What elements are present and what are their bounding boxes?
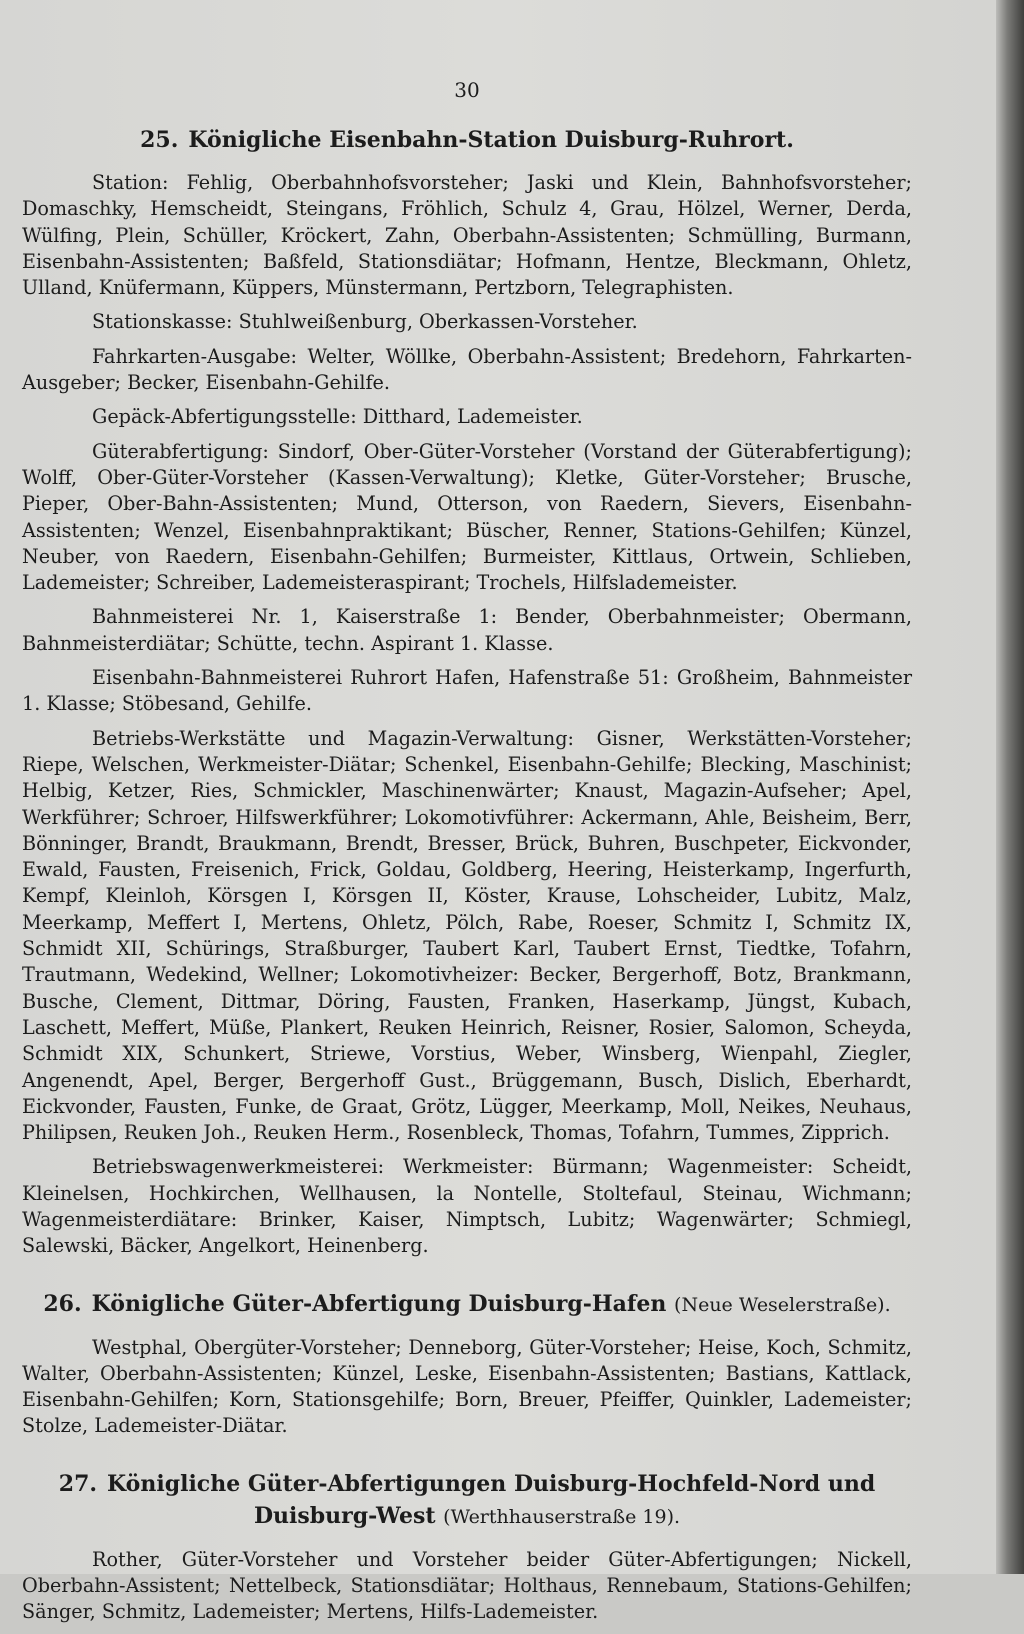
paragraph-hafen-bahnmeisterei: Eisenbahn-Bahnmeisterei Ruhrort Hafen, Hafenstraße 51: Großheim, Bahnmeister 1. Klasse; Stöbesand, Gehilfe. — [22, 666, 912, 716]
paragraph-betriebs-werkstaette: Betriebs-Werkstätte und Magazin-Verwaltung: Gisner, Werkstätten-Vorsteher; Riepe, Welschen, Werkmeister-Diätar; Schenkel, Eisenbahn-Gehilfe; Blecking, Maschinist; Helbig, Ketzer, Ries, Schmickler, Maschinenwärter; Knaust, Magazin-Aufseher; Apel, Werkführer; Schroer, Hilfswerkführer; Lokomotivführer: Ackermann, Ahle, Beisheim, Berr, Bönninger, Brandt, Braukmann, Brendt, Bresser, Brück, Buhren, Buschpeter, Eickvonder, Ewald, Fausten, Freisenich, Frick, Goldau, Goldberg, Heering, Heisterkamp, Ingerfurth, Kempf, Kleinloh, Körsgen I, Körsgen II, Köster, Krause, Lohscheider, Lubitz, Malz, Meerkamp, Meffert I, Mertens, Ohletz, Pölch, Rabe, Roeser, Schmitz I, Schmitz IX, Schmidt XII, Schürings, Straßburger, Taubert Karl, Taubert Ernst, Tiedtke, Tofahrn, Trautmann, Wedekind, Wellner; Lokomotivheizer: Becker, Bergerhoff, Botz, Brankmann, Busche, Clement, Dittmar, Döring, Fausten, Franken, Haserkamp, Jüngst, Kubach, Laschett, Meffert, Müße, Plankert, Reuken Heinrich, Reisner, Rosier, Salomon, Scheyda, Schmidt XIX, Schunkert, Striewe, Vorstius, Weber, Winsberg, Wienpahl, Ziegler, Angenendt, Apel, Berger, Bergerhoff Gust., Brüggemann, Busch, Dislich, Eberhardt, Eickvonder, Fausten, Funke, de Graat, Grötz, Lügger, Meerkamp, Moll, Neikes, Neuhaus, Philipsen, Reuken Joh., Reuken Herm., Rosenbleck, Thomas, Tofahrn, Tummes, Zipprich. — [22, 726, 912, 1145]
section-title: Königliche Güter-Abfertigung Duisburg-Hafen — [91, 1290, 667, 1317]
paragraph-bahnmeisterei: Bahnmeisterei Nr. 1, Kaiserstraße 1: Bender, Oberbahnmeister; Obermann, Bahnmeisterdiätar; Schütte, techn. Aspirant 1. Klasse. — [22, 605, 912, 655]
paragraph-fahrkarten-ausgabe: Fahrkarten-Ausgabe: Welter, Wöllke, Oberbahn-Assistent; Bredehorn, Fahrkarten-Ausgeber; Becker, Eisenbahn-Gehilfe. — [22, 344, 912, 395]
page-number: 30 — [454, 78, 480, 102]
section-title: Königliche Güter-Abfertigungen Duisburg-Hochfeld-Nord und Duisburg-West — [107, 1470, 876, 1529]
section-title: Königliche Eisenbahn-Station Duisburg-Ruhrort. — [188, 127, 794, 153]
section-heading-25 — [22, 124, 912, 156]
paragraph-gepaeck-abfertigung: Gepäck-Abfertigungsstelle: Ditthard, Lademeister. — [92, 405, 583, 429]
section-heading-27 — [22, 1468, 912, 1533]
section-subtitle: (Werthhauserstraße 19). — [443, 1505, 681, 1528]
paragraph-gueterabfertigung: Güterabfertigung: Sindorf, Ober-Güter-Vorsteher (Vorstand der Güterabfertigung); Wolff, Ober-Güter-Vorsteher (Kassen-Verwaltung); Kletke, Güter-Vorsteher; Brusche, Pieper, Ober-Bahn-Assistenten; Mund, Otterson, von Raedern, Sievers, Eisenbahn-Assistenten; Wenzel, Eisenbahnpraktikant; Büscher, Renner, Stations-Gehilfen; Künzel, Neuber, von Raedern, Eisenbahn-Gehilfen; Burmeister, Kittlaus, Ortwein, Schlieben, Lademeister; Schreiber, Lademeisteraspirant; Trochels, Hilfslademeister. — [22, 439, 912, 595]
section-number: 25. — [140, 127, 179, 153]
paragraph-gueter-abfertigung-hafen: Westphal, Obergüter-Vorsteher; Denneborg, Güter-Vorsteher; Heise, Koch, Schmitz, Walter, Oberbahn-Assistenten; Künzel, Leske, Eisenbahn-Assistenten; Bastians, Kattlack, Eisenbahn-Gehilfen; Korn, Stationsgehilfe; Born, Breuer, Pfeiffer, Quinkler, Lademeister; Stolze, Lademeister-Diätar. — [22, 1335, 912, 1438]
section-number: 27. — [58, 1470, 98, 1497]
book-binding-edge — [996, 0, 1024, 1574]
paragraph-stationskasse: Stationskasse: Stuhlweißenburg, Oberkassen-Vorsteher. — [92, 310, 638, 334]
section-subtitle: (Neue Weselerstraße). — [674, 1293, 891, 1316]
page-content — [22, 78, 912, 1634]
paragraph-betriebswagenwerkmeisterei: Betriebswagenwerkmeisterei: Werkmeister: Bürmann; Wagenmeister: Scheidt, Kleinelsen, Hochkirchen, Wellhausen, la Nontelle, Stoltefaul, Steinau, Wichmann; Wagenmeisterdiätare: Brinker, Kaiser, Nimptsch, Lubitz; Wagenwärter; Schmiegl, Salewski, Bäcker, Angelkort, Heinenberg. — [22, 1155, 912, 1258]
section-number: 26. — [43, 1290, 82, 1317]
paragraph-gueter-abfertigungen-hochfeld: Rother, Güter-Vorsteher und Vorsteher beider Güter-Abfertigungen; Nickell, Oberbahn-Assistent; Nettelbeck, Stationsdiätar; Holthaus, Rennebaum, Stations-Gehilfen; Sänger, Schmitz, Lademeister; Mertens, Hilfs-Lademeister. — [22, 1547, 912, 1624]
section-heading-26 — [22, 1288, 912, 1321]
paragraph-station: Station: Fehlig, Oberbahnhofsvorsteher; Jaski und Klein, Bahnhofsvorsteher; Domaschky, Hemscheidt, Steingans, Fröhlich, Schulz 4, Grau, Hölzel, Werner, Derda, Wülfing, Plein, Schüller, Kröckert, Zahn, Oberbahn-Assistenten; Schmülling, Burmann, Eisenbahn-Assistenten; Baßfeld, Stationsdiätar; Hofmann, Hentze, Bleckmann, Ohletz, Ulland, Knüfermann, Küppers, Münstermann, Pertzborn, Telegraphisten. — [22, 171, 912, 300]
